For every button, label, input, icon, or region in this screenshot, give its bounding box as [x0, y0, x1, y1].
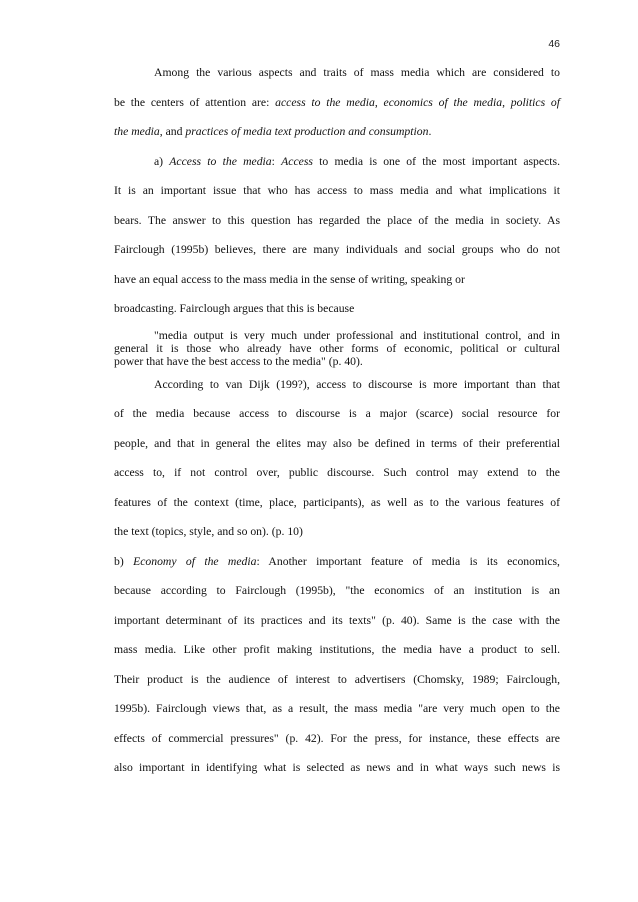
italic-text: politics of [510, 95, 561, 109]
text-span: Among the various aspects and traits of mass media which are considered to [154, 66, 560, 79]
text-line [114, 273, 560, 303]
text-span: people, and that in general the elites may also be defined in terms of their preferential [114, 436, 560, 450]
block-quote [114, 329, 560, 368]
italic-text: Access [281, 154, 313, 168]
text-span: features of the context (time, place, participants), as well as to the various features of [114, 495, 560, 509]
text-span: Fairclough (1995b) believes, there are many individuals and social groups who do not [114, 243, 560, 256]
text-line [114, 732, 560, 762]
paragraph-block-1 [114, 66, 560, 332]
text-span: According to van Dijk (199?), access to discourse is more important than that [154, 377, 560, 391]
text-span: be the centers of attention are: [114, 95, 276, 109]
text-line [114, 243, 560, 273]
text-span: broadcasting. Fairclough argues that this is because [114, 302, 355, 315]
text-line [114, 643, 560, 673]
quote-line: "media output is very much under professional and institutional control, and in [154, 328, 560, 342]
page-number: 46 [548, 38, 560, 50]
text-span: , [502, 95, 511, 109]
quote-line: power that have the best access to the media" (p. 40). [114, 354, 363, 368]
text-span: also important in identifying what is selected as news and in what ways such news is [114, 761, 560, 774]
italic-text: access to the media [275, 95, 375, 109]
text-span: , and [159, 125, 186, 138]
text-line [114, 302, 560, 332]
text-span: mass media. Like other profit making institutions, the media have a product to sell. [114, 643, 560, 656]
text-line [114, 407, 560, 437]
text-line [114, 155, 560, 185]
text-span: bears. The answer to this question has regarded the place of the media in society. As [114, 213, 560, 227]
italic-text: practices of media text production and consumption [185, 125, 429, 138]
quote-line: general it is those who already have other forms of economic, political or cultural [114, 341, 560, 355]
text-line [114, 673, 560, 703]
text-line [114, 702, 560, 732]
text-line [114, 378, 560, 408]
text-span: Their product is the audience of interest to advertisers (Chomsky, 1989; Fairclough, [114, 672, 560, 686]
text-span: access to, if not control over, public discourse. Such control may extend to the [114, 466, 560, 479]
text-line [114, 525, 560, 555]
text-span: of the media because access to discourse is a major (scarce) social resource for [114, 407, 560, 420]
text-line [114, 496, 560, 526]
text-span: a) [154, 154, 170, 168]
text-span: : [271, 154, 282, 168]
text-line [114, 96, 560, 126]
text-line [114, 125, 560, 155]
text-line [114, 761, 560, 791]
text-line [114, 66, 560, 96]
text-span: 1995b). Fairclough views that, as a result, the mass media "are very much open to the [114, 702, 560, 715]
text-line [114, 437, 560, 467]
text-span: the text (topics, style, and so on). (p. 10) [114, 525, 303, 538]
text-line [114, 555, 560, 585]
text-span: , [374, 95, 384, 109]
text-span: to media is one of the most important aspects. [312, 154, 560, 168]
text-line [114, 614, 560, 644]
text-span: . [428, 125, 432, 138]
text-span: : Another important feature of media is its economics, [256, 554, 560, 568]
italic-text: the media [114, 125, 160, 138]
text-span: b) [114, 554, 134, 568]
text-line [114, 584, 560, 614]
text-line [114, 214, 560, 244]
text-line [114, 184, 560, 214]
italic-text: economics of the media [383, 95, 503, 109]
text-span: because according to Fairclough (1995b), "the economics of an institution is an [114, 584, 560, 597]
text-span: have an equal access to the mass media in the sense of writing, speaking or [114, 272, 465, 286]
text-span: important determinant of its practices and its texts" (p. 40). Same is the case with the [114, 613, 560, 627]
italic-text: Economy of the media [133, 554, 257, 568]
paragraph-block-2 [114, 378, 560, 791]
text-span: It is an important issue that who has access to mass media and what implications it [114, 184, 560, 197]
body-text [114, 66, 560, 791]
text-span: effects of commercial pressures" (p. 42). For the press, for instance, these effects are [114, 731, 560, 745]
italic-text: Access to the media [169, 154, 272, 168]
text-line [114, 466, 560, 496]
